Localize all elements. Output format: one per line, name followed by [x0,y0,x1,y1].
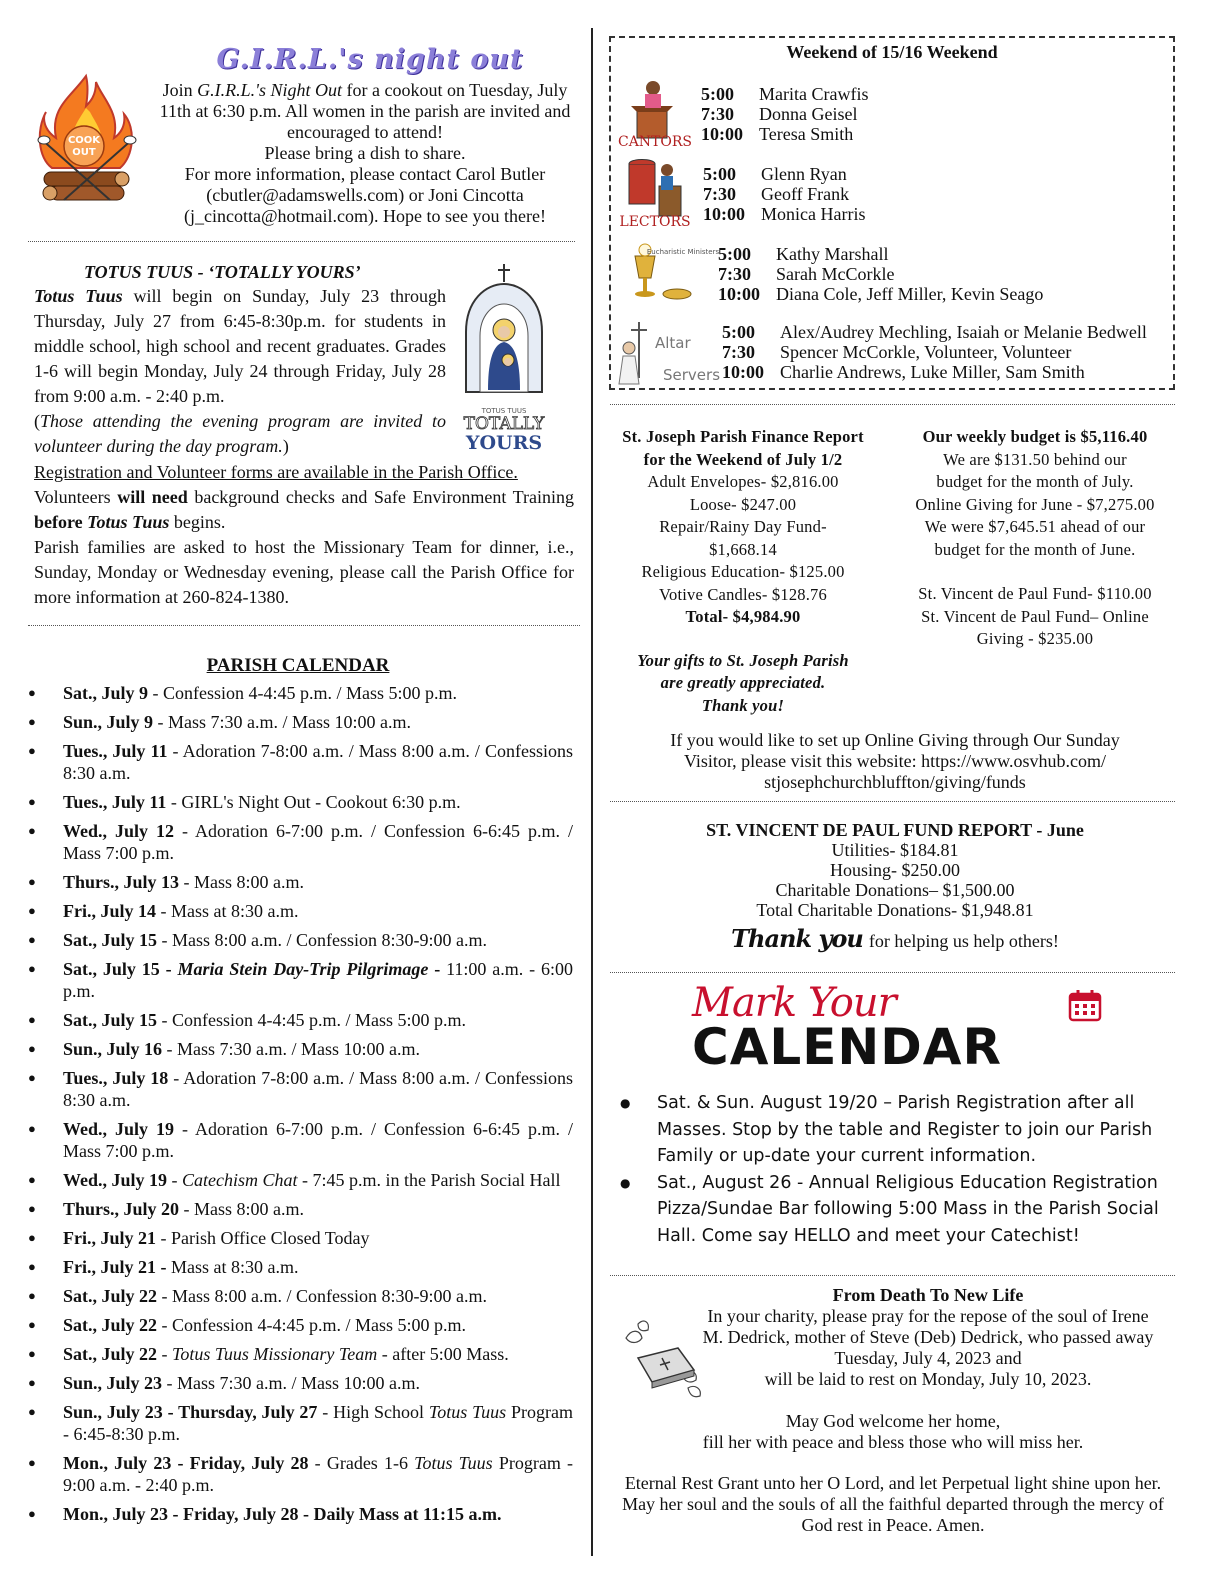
calendar-item-r: - [157,1344,173,1364]
calendar-item [28,1118,573,1162]
calendar-item-r: 11:00 a.m. - 6:00 p.m. [63,959,573,1001]
vol-a: Volunteers [34,487,118,507]
schedule-row [718,284,1043,304]
calendar-item-r: - Mass 8:00 a.m. [179,1199,305,1219]
finance-adult-envelopes: Adult Envelopes- $2,816.00 [647,472,839,491]
schedule-row [718,264,1043,284]
schedule-row [701,104,868,124]
minister-names: Monica Harris [761,204,866,224]
calendar-item-r2: Program - 6:45-8:30 p.m. [63,1402,573,1444]
finance-thanks-1: Your gifts to St. Joseph Parish [637,650,849,670]
schedule-row [722,322,1147,342]
calendar-item-r: - High School [317,1402,429,1422]
budget-svdp-online-2: Giving - $235.00 [976,629,1094,648]
minister-names: Alex/Audrey Mechling, Isaiah or Melanie Bedwell [780,322,1147,342]
finance-report [608,426,878,717]
calendar-item-r: - Mass 8:00 a.m. / Confession 8:30-9:00 a.m. [157,1286,488,1306]
finance-thanks-3: Thank you! [701,695,785,715]
girls-night-intro-b: for a cookout on Tuesday, July 11th at 6:30 p.m. All women in the parish are invited and encouraged to attend! [159,80,571,142]
calendar-item [28,900,573,922]
cookout-sign-line1: COOK [67,135,101,146]
finance-repair-value: $1,668.14 [709,539,777,559]
cantors-schedule [701,84,868,144]
calendar-item [28,1285,573,1307]
totus-tuus-intro-name: Totus Tuus [34,286,123,306]
death-welcome-2: fill her with peace and bless those who will miss her. [702,1432,1084,1452]
calendar-item-r2: - after 5:00 Mass. [377,1344,509,1364]
totus-tuus-note [34,409,446,459]
totally-yours-logo [458,262,550,452]
death-welcome-1: May God welcome her home, [785,1411,1001,1431]
calendar-item-b: Sun., July 23 - Thursday, July 27 [63,1402,318,1422]
calendar-item-b: Fri., July 21 - [63,1257,167,1277]
finance-thanks-2: are greatly appreciated. [660,673,826,692]
calendar-item-i: Totus Tuus Missionary Team [172,1344,378,1364]
totus-tuus-title: TOTUS TUUS - ‘TOTALLY YOURS’ [84,262,361,282]
totus-tuus-note-italic: Those attending the evening program are invited to volunteer during the day program. [34,411,446,456]
calendar-item-b: Tues., July 11 [63,792,167,812]
mark-your-title: Mark Your [692,980,896,1026]
mass-time: 5:00 [703,164,736,184]
calendar-item-b: Sat., July 22 [63,1315,158,1335]
calendar-item-b: Tues., July 11 [63,741,168,761]
calendar-item-r: - Grades 1-6 [308,1453,415,1473]
calendar-item [28,1343,573,1365]
cantors-icon [615,78,695,150]
minister-names: Geoff Frank [761,184,850,204]
totus-tuus-volunteers [34,485,574,535]
totus-tuus-note-open: ( [34,411,40,431]
parish-calendar-list [28,682,573,1532]
mass-time: 10:00 [718,284,760,304]
calendar-item-r: - Adoration 7-8:00 a.m. / Mass 8:00 a.m. / Confessions 8:30 a.m. [63,741,573,783]
column-divider [591,28,593,1556]
schedule-row [718,244,1043,264]
list-item: ● Sat. & Sun. August 19/20 – Parish Registration after all Masses. Stop by the table and Register to join our Parish Family or up-date your current information. [620,1090,1175,1170]
calendar-item-r: - [167,1170,183,1190]
totus-tuus-note-close: ) [282,436,289,456]
totally-yours-line2: YOURS [465,432,543,454]
svdp-thanks-script: Thank you [731,924,863,953]
calendar-item [28,1503,573,1525]
ministry-schedule-box [609,36,1175,390]
mass-time: 10:00 [703,204,745,224]
separator [28,241,575,242]
svdp-utilities: Utilities- $184.81 [831,840,959,860]
ministry-schedule-title: Weekend of 15/16 Weekend [786,42,998,62]
calendar-item-i: Totus Tuus [428,1402,507,1422]
eucharistic-ministers-icon [621,238,720,310]
calendar-item-i: Catechism Chat [182,1170,298,1190]
minister-names: Teresa Smith [759,124,854,144]
totus-tuus-details [34,460,574,610]
budget-ahead-2: budget for the month of June. [934,539,1136,559]
totally-yours-line1: TOTALLY [463,414,545,434]
svdp-charitable: Charitable Donations– $1,500.00 [775,880,1015,900]
eucharistic-label: Eucharistic Ministers [646,248,720,256]
calendar-item-b: Wed., July 19 [63,1170,168,1190]
mass-time: 7:30 [701,104,734,124]
bible-flowers-icon [618,1318,706,1402]
calendar-item [28,1372,573,1394]
minister-names: Charlie Andrews, Luke Miller, Sam Smith [780,362,1085,382]
separator [28,625,580,626]
minister-names: Marita Crawfis [759,84,869,104]
calendar-title: CALENDAR [692,1018,1002,1076]
calendar-item-i: Totus Tuus [414,1453,493,1473]
budget-online-june: Online Giving for June - $7,275.00 [915,494,1155,514]
totus-tuus-host: Parish families are asked to host the Missionary Team for dinner, i.e., Sunday, Monday or Wednesday evening, please call the Parish Office for more information at 260-824-1380. [34,537,574,607]
separator [610,972,1175,973]
girls-night-title: G.I.R.L.'s night out [216,44,524,75]
lectors-schedule [703,164,865,224]
calendar-item-b: Wed., July 12 [63,821,175,841]
calendar-item-b: Fri., July 14 [63,901,156,921]
minister-names: Glenn Ryan [761,164,847,184]
calendar-item [28,682,573,704]
calendar-item-b: Sun., July 23 [63,1373,163,1393]
calendar-item [28,1401,573,1445]
mass-time: 10:00 [701,124,743,144]
calendar-item [28,871,573,893]
budget-title: Our weekly budget is $5,116.40 [922,427,1148,446]
vol-e: Totus Tuus [87,512,170,532]
calendar-item-r: - Confession 4-4:45 p.m. / Mass 5:00 p.m. [157,1315,467,1335]
calendar-item-b: Sat., July 15 [63,1010,158,1030]
minister-names: Donna Geisel [759,104,858,124]
totus-tuus-intro-body: will begin on Sunday, July 23 through Thursday, July 27 from 6:45-8:30p.m. for students in middle school, high school and recent graduates. Grades 1-6 will begin Monday, July 24 through Friday, July 28 from 9:00 a.m. - 2:40 p.m. [34,286,447,406]
minister-names: Diana Cole, Jeff Miller, Kevin Seago [776,284,1044,304]
calendar-item [28,1227,573,1249]
finance-title-2: for the Weekend of July 1/2 [643,449,843,469]
separator [610,801,1175,802]
calendar-item-b: Sun., July 16 [63,1039,163,1059]
calendar-item-r: - Adoration 6-7:00 p.m. / Confession 6-6:45 p.m. / Mass 7:00 p.m. [63,1119,573,1161]
schedule-row [701,124,868,144]
girls-night-intro [150,80,580,143]
mass-time: 5:00 [722,322,755,342]
cantors-label: CANTORS [617,134,693,150]
totally-yours-small: TOTUS TUUS [481,407,527,415]
mass-time: 7:30 [722,342,755,362]
calendar-item-b: Mon., July 23 - Friday, July 28 - Daily Mass at 11:15 a.m. [63,1504,502,1524]
totus-tuus-intro-text [34,284,446,409]
lectors-icon [615,158,695,230]
mass-time: 5:00 [701,84,734,104]
death-welcome [610,1411,1176,1453]
budget-svdp-fund: St. Vincent de Paul Fund- $110.00 [918,584,1152,603]
separator [610,1275,1175,1276]
death-body: In your charity, please pray for the repose of the soul of Irene M. Dedrick, mother of Steve (Deb) Dedrick, who passed away Tuesday, July 4, 2023 and [702,1306,1154,1368]
death-title: From Death To New Life [832,1285,1024,1305]
calendar-item-r: - Mass 8:00 a.m. [179,872,305,892]
calendar-item-r: - Confession 4-4:45 p.m. / Mass 5:00 p.m. [157,1010,467,1030]
mass-time: 7:30 [703,184,736,204]
mass-time: 5:00 [718,244,751,264]
mass-time: 10:00 [722,362,764,382]
finance-repair-label: Repair/Rainy Day Fund- [659,517,827,536]
calendar-item [28,1169,573,1191]
calendar-item-r: - Mass 7:30 a.m. / Mass 10:00 a.m. [153,712,412,732]
finance-votive: Votive Candles- $128.76 [659,584,827,604]
calendar-icon [1068,988,1102,1022]
parish-calendar-title: PARISH CALENDAR [206,655,390,676]
schedule-row [703,164,865,184]
calendar-item [28,1452,573,1496]
calendar-item-b: Sat., July 22 [63,1344,158,1364]
calendar-item-r2: - 7:45 p.m. in the Parish Social Hall [297,1170,561,1190]
list-item: ● Sat., August 26 - Annual Religious Education Registration Pizza/Sundae Bar following 5:00 Mass in the Parish Social Hall. Come say HELLO and meet your Catechist! [620,1170,1175,1250]
servers-label: Servers [663,366,721,384]
online-giving-1: If you would like to set up Online Giving through Our Sunday [670,730,1120,750]
calendar-item [28,1256,573,1278]
schedule-row [703,184,865,204]
eucharistic-schedule [718,244,1043,304]
minister-names: Kathy Marshall [776,244,889,264]
svdp-thanks [615,924,1175,953]
calendar-item [28,1009,573,1031]
death-prayer [610,1411,1176,1556]
calendar-item-r: - Mass 8:00 a.m. / Confession 8:30-9:00 a.m. [157,930,488,950]
schedule-row [722,342,1147,362]
budget-ahead-1: We were $7,645.51 ahead of our [924,517,1146,536]
madonna-dome-icon [458,262,550,402]
calendar-item [28,740,573,784]
mark-calendar-list [620,1090,1175,1249]
girls-night-intro-italic: G.I.R.L.'s Night Out [197,80,343,100]
calendar-item-r: - Parish Office Closed Today [156,1228,370,1248]
calendar-item-b: Tues., July 18 [63,1068,169,1088]
calendar-item-r: - GIRL's Night Out - Cookout 6:30 p.m. [166,792,461,812]
cookout-fire-icon [30,68,142,218]
calendar-item-r: Mass at 8:30 a.m. [166,1257,299,1277]
svdp-housing: Housing- $250.00 [830,860,960,880]
calendar-item-b: Thurs., July 13 [63,872,180,892]
calendar-item [28,1038,573,1060]
vol-f: begins. [169,512,226,532]
schedule-row [703,204,865,224]
minister-names: Sarah McCorkle [776,264,895,284]
calendar-item-b: Wed., July 19 [63,1119,175,1139]
calendar-item-b: Fri., July 21 [63,1228,156,1248]
totus-tuus-intro [34,284,446,459]
online-giving-note [620,730,1170,793]
svdp-report [615,820,1175,953]
calendar-item [28,929,573,951]
svdp-thanks-rest: for helping us help others! [868,931,1059,951]
finance-loose: Loose- $247.00 [689,494,797,514]
svdp-total: Total Charitable Donations- $1,948.81 [756,900,1034,920]
budget-report [890,426,1180,651]
death-eternal: Eternal Rest Grant unto her O Lord, and let Perpetual light shine upon her. May her soul and the souls of all the faithful departed through the mercy of God rest in Peace. Amen. [622,1473,1164,1535]
finance-religious-ed: Religious Education- $125.00 [641,562,845,581]
calendar-item [28,1067,573,1111]
calendar-item-b: Sat., July 22 [63,1286,158,1306]
cookout-sign-line2: OUT [72,147,96,158]
calendar-item-b2: - [428,959,447,979]
calendar-item-b: Thurs., July 20 [63,1199,180,1219]
girls-night-contact: For more information, please contact Carol Butler (cbutler@adamswells.com) or Joni Cincotta (j_cincotta@hotmail.com). Hope to see you there! [184,164,546,226]
lectors-label: LECTORS [619,214,691,230]
vol-c: background checks and Safe Environment Training [187,487,574,507]
calendar-item-r: - Mass 7:30 a.m. / Mass 10:00 a.m. [162,1373,421,1393]
calendar-item-r: - Adoration 6-7:00 p.m. / Confession 6-6:45 p.m. / Mass 7:00 p.m. [63,821,573,863]
calendar-item-r: - Adoration 7-8:00 a.m. / Mass 8:00 a.m. / Confessions 8:30 a.m. [63,1068,573,1110]
schedule-row [701,84,868,104]
calendar-item [28,1314,573,1336]
death-rest: will be laid to rest on Monday, July 10, 2023. [764,1369,1092,1389]
girls-night-body [150,80,580,227]
mass-time: 7:30 [718,264,751,284]
calendar-item [28,711,573,733]
online-giving-3[interactable]: stjosephchurchbluffton/giving/funds [764,772,1026,792]
separator [610,404,1175,405]
vol-b: will need [117,487,188,507]
altar-label: Altar [655,334,691,352]
calendar-item-r2: Program - 9:00 a.m. - 2:40 p.m. [63,1453,574,1495]
death-notice [700,1285,1156,1390]
calendar-item-b: Sun., July 9 [63,712,154,732]
calendar-item-r: - Confession 4-4:45 p.m. / Mass 5:00 p.m. [148,683,458,703]
schedule-row [722,362,1147,382]
girls-night-intro-a: Join [162,80,198,100]
budget-behind-1: We are $131.50 behind our [943,449,1127,469]
calendar-item-b: Sat., July 15 - [63,959,178,979]
finance-total: Total- $4,984.90 [685,607,801,626]
calendar-item-b: Sat., July 9 [63,683,149,703]
finance-title-1: St. Joseph Parish Finance Report [622,427,864,446]
calendar-item-b: Mon., July 23 - Friday, July 28 [63,1453,309,1473]
girls-night-dish: Please bring a dish to share. [264,143,466,163]
calendar-item [28,958,573,1002]
calendar-item [28,1198,573,1220]
totus-tuus-registration: Registration and Volunteer forms are available in the Parish Office. [34,462,518,482]
online-giving-2[interactable]: Visitor, please visit this website: https://www.osvhub.com/ [683,751,1106,771]
svdp-title: ST. VINCENT DE PAUL FUND REPORT - June [706,820,1084,840]
budget-behind-2: budget for the month of July. [936,472,1134,491]
minister-names: Spencer McCorkle, Volunteer, Volunteer [780,342,1072,362]
vol-d: before [34,512,88,532]
altar-servers-schedule [722,322,1147,382]
altar-servers-icon [615,318,721,388]
calendar-item-r: - Mass 7:30 a.m. / Mass 10:00 a.m. [162,1039,421,1059]
calendar-item-r: - Mass at 8:30 a.m. [156,901,299,921]
calendar-item [28,820,573,864]
calendar-item-bi: Maria Stein Day-Trip Pilgrimage [177,959,429,979]
budget-svdp-online-1: St. Vincent de Paul Fund– Online [921,606,1149,626]
calendar-item-b: Sat., July 15 [63,930,158,950]
calendar-item [28,791,573,813]
